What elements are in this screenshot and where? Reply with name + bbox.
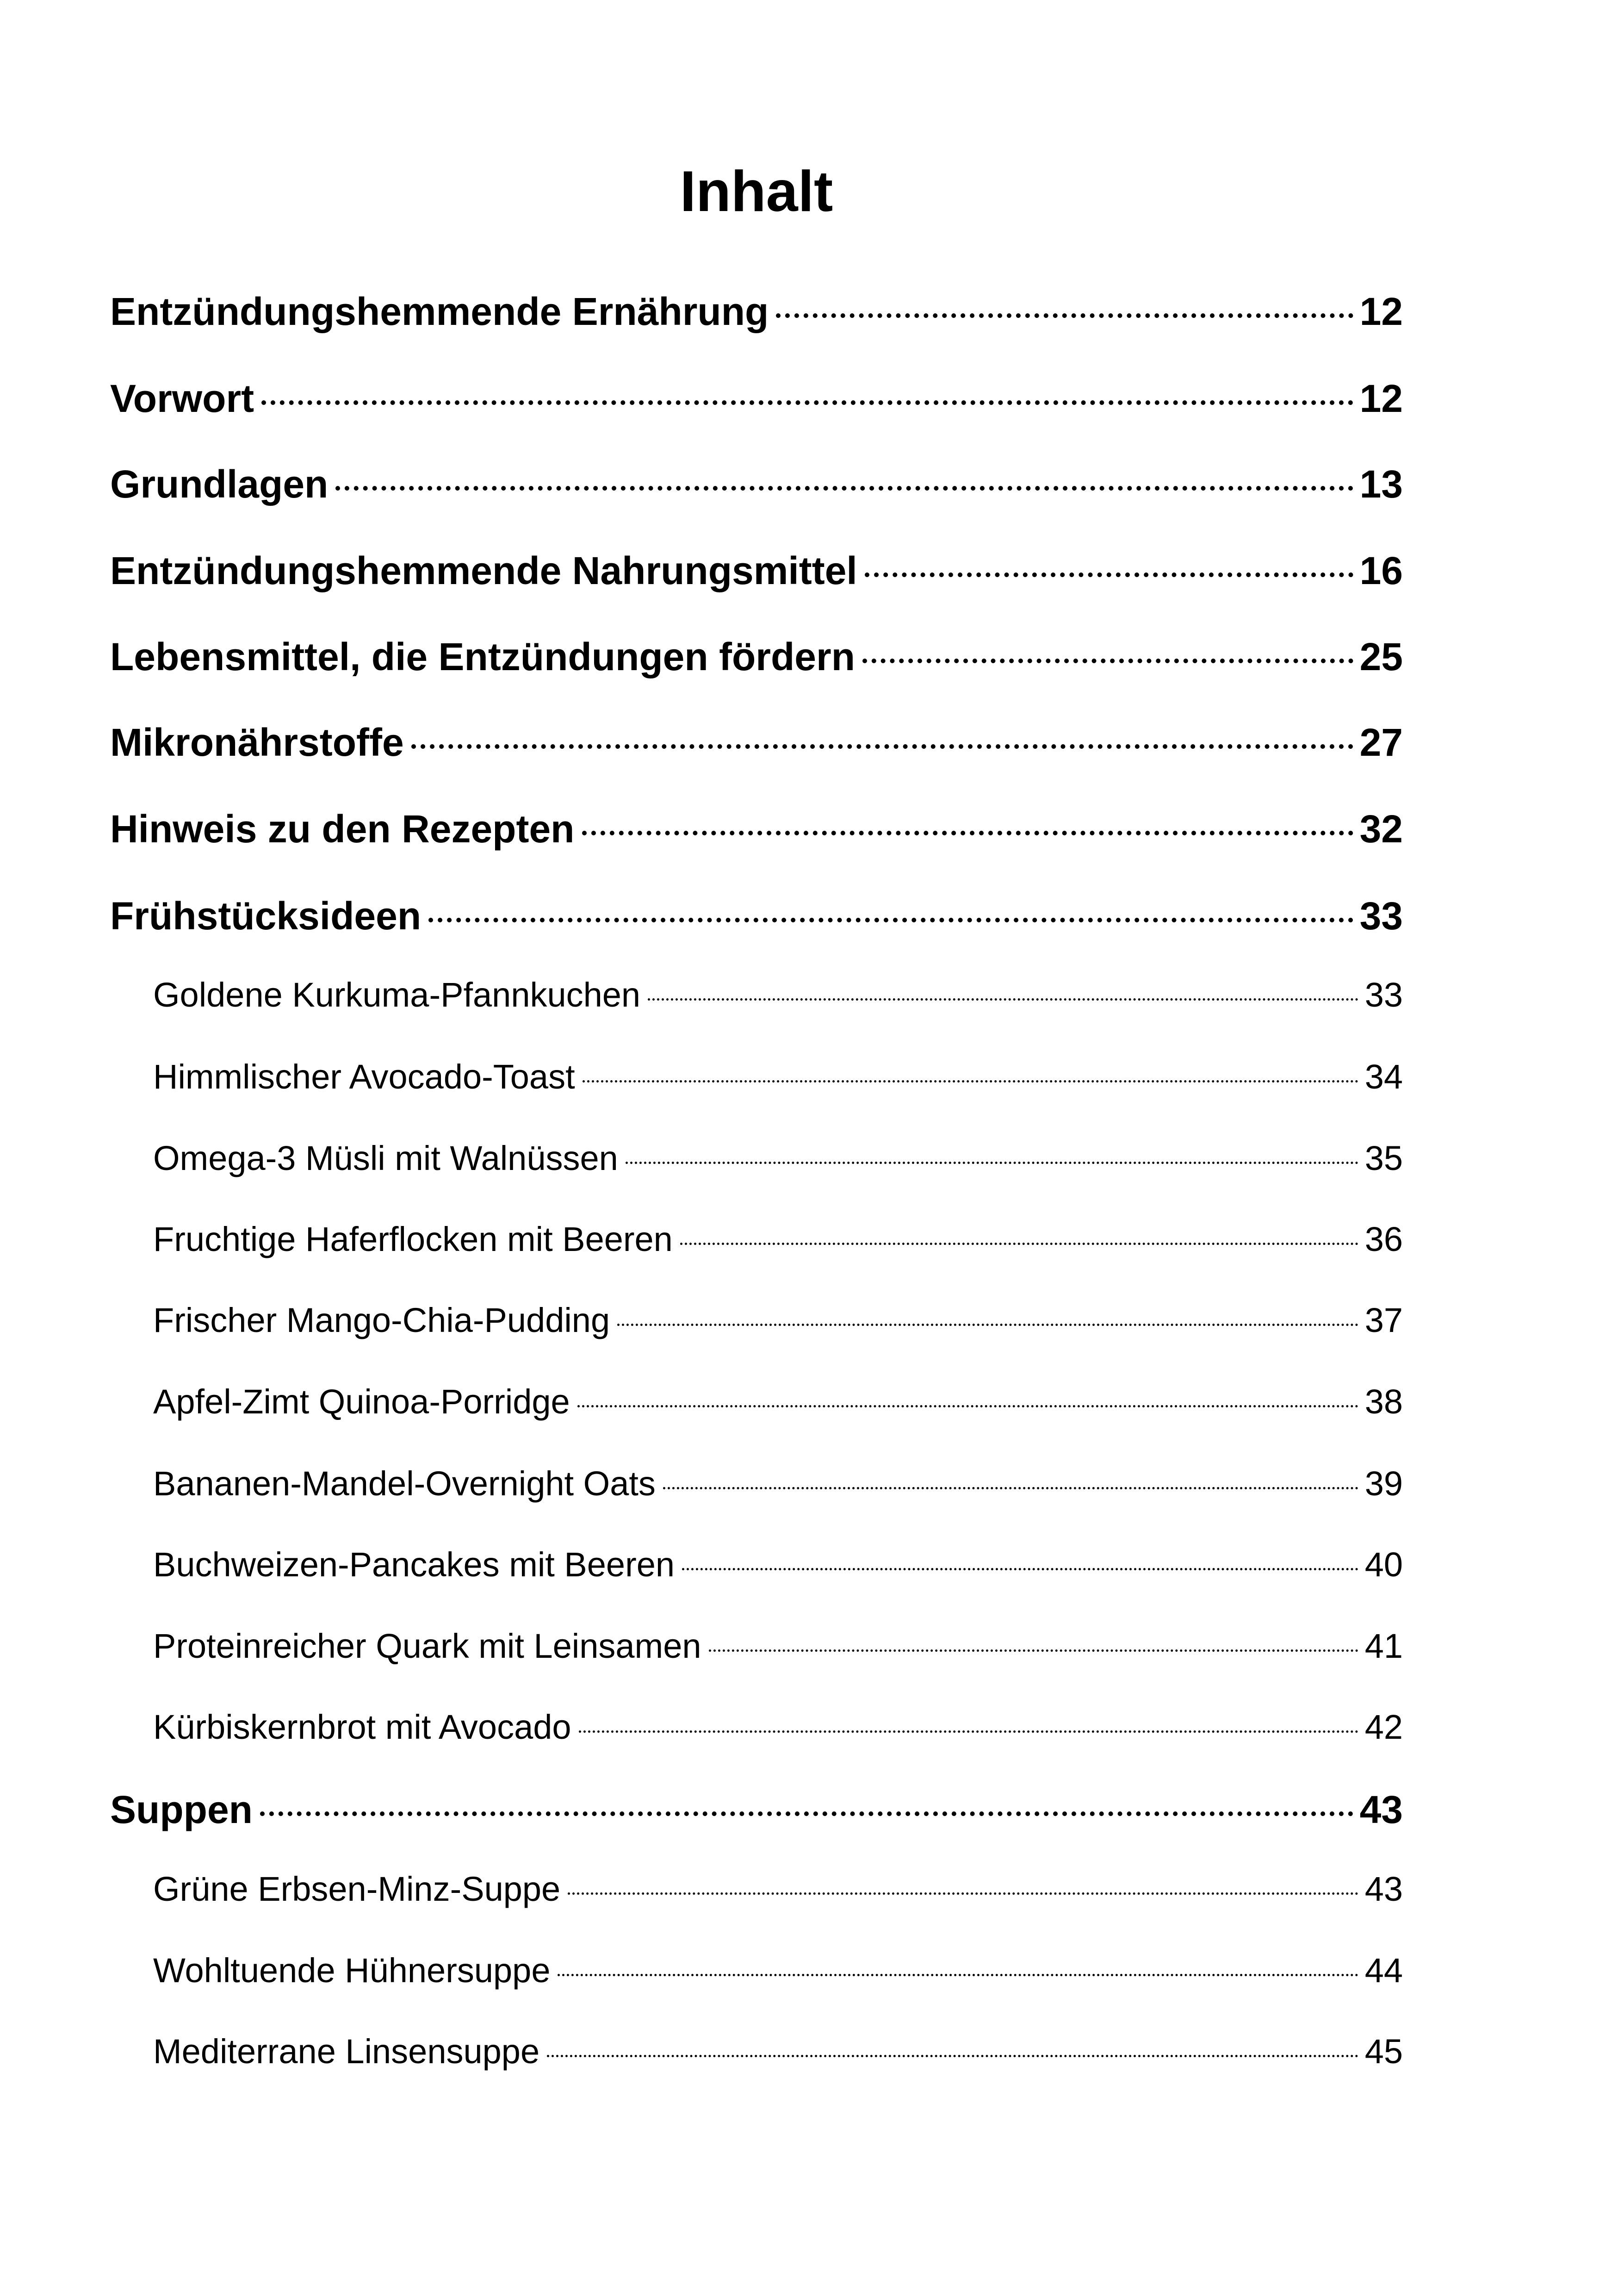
toc-page-number: 38 xyxy=(1364,1382,1403,1421)
toc-entry-label: Hinweis zu den Rezepten xyxy=(110,807,575,851)
toc-dot-leader xyxy=(428,890,1353,929)
toc-page-number: 33 xyxy=(1364,976,1403,1014)
toc-page-number: 27 xyxy=(1359,721,1403,764)
toc-page-number: 43 xyxy=(1359,1788,1403,1831)
toc-recipe-entry[interactable] xyxy=(153,972,1403,1012)
toc-entry-label: Frischer Mango-Chia-Pudding xyxy=(153,1301,610,1339)
toc-dot-leader xyxy=(617,1298,1358,1332)
toc-recipe-entry[interactable] xyxy=(153,1379,1403,1419)
toc-dot-leader xyxy=(577,1379,1358,1413)
toc-chapter-entry[interactable] xyxy=(110,459,1403,504)
toc-entry-label: Grundlagen xyxy=(110,462,329,506)
toc-chapter-entry[interactable] xyxy=(110,717,1403,762)
toc-page-number: 40 xyxy=(1364,1545,1403,1584)
toc-dot-leader xyxy=(261,373,1353,412)
toc-dot-leader xyxy=(680,1217,1358,1251)
toc-dot-leader xyxy=(862,631,1353,670)
toc-dot-leader xyxy=(663,1461,1358,1495)
toc-page-number: 34 xyxy=(1364,1058,1403,1096)
toc-recipe-entry[interactable] xyxy=(153,1705,1403,1744)
toc-dot-leader xyxy=(558,1948,1358,1982)
toc-entry-label: Goldene Kurkuma-Pfannkuchen xyxy=(153,976,641,1014)
toc-page-number: 32 xyxy=(1359,807,1403,851)
toc-entry-label: Grüne Erbsen-Minz-Suppe xyxy=(153,1870,561,1908)
toc-recipe-entry[interactable] xyxy=(153,1867,1403,1906)
toc-dot-leader xyxy=(626,1136,1358,1170)
toc-entry-label: Mikronährstoffe xyxy=(110,721,404,764)
toc-entry-label: Entzündungshemmende Ernährung xyxy=(110,290,769,333)
toc-entry-label: Himmlischer Avocado-Toast xyxy=(153,1058,575,1096)
toc-chapter-entry[interactable] xyxy=(110,286,1403,331)
toc-entry-label: Proteinreicher Quark mit Leinsamen xyxy=(153,1627,701,1665)
toc-recipe-entry[interactable] xyxy=(153,1217,1403,1257)
toc-page-number: 35 xyxy=(1364,1139,1403,1177)
toc-dot-leader xyxy=(568,1867,1358,1901)
toc-recipe-entry[interactable] xyxy=(153,1298,1403,1338)
toc-page-number: 16 xyxy=(1359,549,1403,592)
toc-dot-leader xyxy=(260,1784,1353,1823)
toc-page-number: 44 xyxy=(1364,1951,1403,1990)
toc-dot-leader xyxy=(582,803,1353,842)
toc-entry-label: Omega-3 Müsli mit Walnüssen xyxy=(153,1139,618,1177)
toc-recipe-entry[interactable] xyxy=(153,1624,1403,1663)
toc-recipe-entry[interactable] xyxy=(153,1542,1403,1582)
toc-dot-leader xyxy=(583,1054,1358,1089)
toc-dot-leader xyxy=(579,1705,1358,1739)
toc-recipe-entry[interactable] xyxy=(153,1136,1403,1176)
toc-page-number: 12 xyxy=(1359,290,1403,333)
toc-dot-leader xyxy=(682,1542,1358,1576)
toc-recipe-entry[interactable] xyxy=(153,1948,1403,1988)
toc-entry-label: Apfel-Zimt Quinoa-Porridge xyxy=(153,1382,570,1421)
toc-page-number: 36 xyxy=(1364,1220,1403,1258)
toc-page-number: 41 xyxy=(1364,1627,1403,1665)
toc-dot-leader xyxy=(776,286,1353,325)
toc-page-number: 37 xyxy=(1364,1301,1403,1339)
toc-page-number: 12 xyxy=(1359,377,1403,420)
toc-page-number: 13 xyxy=(1359,462,1403,506)
toc-dot-leader xyxy=(709,1624,1358,1658)
toc-page-number: 39 xyxy=(1364,1464,1403,1503)
page-title: Inhalt xyxy=(680,160,833,224)
toc-page-number: 42 xyxy=(1364,1708,1403,1746)
toc-recipe-entry[interactable] xyxy=(153,1461,1403,1501)
toc-chapter-entry[interactable] xyxy=(110,1784,1403,1829)
toc-entry-label: Wohltuende Hühnersuppe xyxy=(153,1951,551,1990)
toc-entry-label: Suppen xyxy=(110,1788,253,1831)
toc-entry-label: Lebensmittel, die Entzündungen fördern xyxy=(110,635,855,678)
toc-entry-label: Vorwort xyxy=(110,377,254,420)
toc-page-number: 43 xyxy=(1364,1870,1403,1908)
toc-recipe-entry[interactable] xyxy=(153,2029,1403,2069)
toc-dot-leader xyxy=(648,972,1358,1007)
toc-page-number: 25 xyxy=(1359,635,1403,678)
toc-dot-leader xyxy=(335,459,1353,498)
toc-entry-label: Mediterrane Linsensuppe xyxy=(153,2032,540,2071)
toc-entry-label: Frühstücksideen xyxy=(110,894,422,938)
toc-chapter-entry[interactable] xyxy=(110,373,1403,418)
toc-dot-leader xyxy=(865,545,1353,584)
toc-entry-label: Buchweizen-Pancakes mit Beeren xyxy=(153,1545,675,1584)
toc-chapter-entry[interactable] xyxy=(110,890,1403,938)
toc-page-number: 33 xyxy=(1359,894,1403,938)
toc-dot-leader xyxy=(547,2029,1358,2063)
toc-entry-label: Bananen-Mandel-Overnight Oats xyxy=(153,1464,656,1503)
toc-chapter-entry[interactable] xyxy=(110,545,1403,590)
toc-entry-label: Fruchtige Haferflocken mit Beeren xyxy=(153,1220,673,1258)
toc-page-number: 45 xyxy=(1364,2032,1403,2071)
toc-entry-label: Kürbiskernbrot mit Avocado xyxy=(153,1708,571,1746)
toc-entry-label: Entzündungshemmende Nahrungsmittel xyxy=(110,549,857,592)
toc-dot-leader xyxy=(411,717,1353,756)
toc-recipe-entry[interactable] xyxy=(153,1054,1403,1094)
toc-chapter-entry[interactable] xyxy=(110,803,1403,851)
toc-chapter-entry[interactable] xyxy=(110,631,1403,676)
